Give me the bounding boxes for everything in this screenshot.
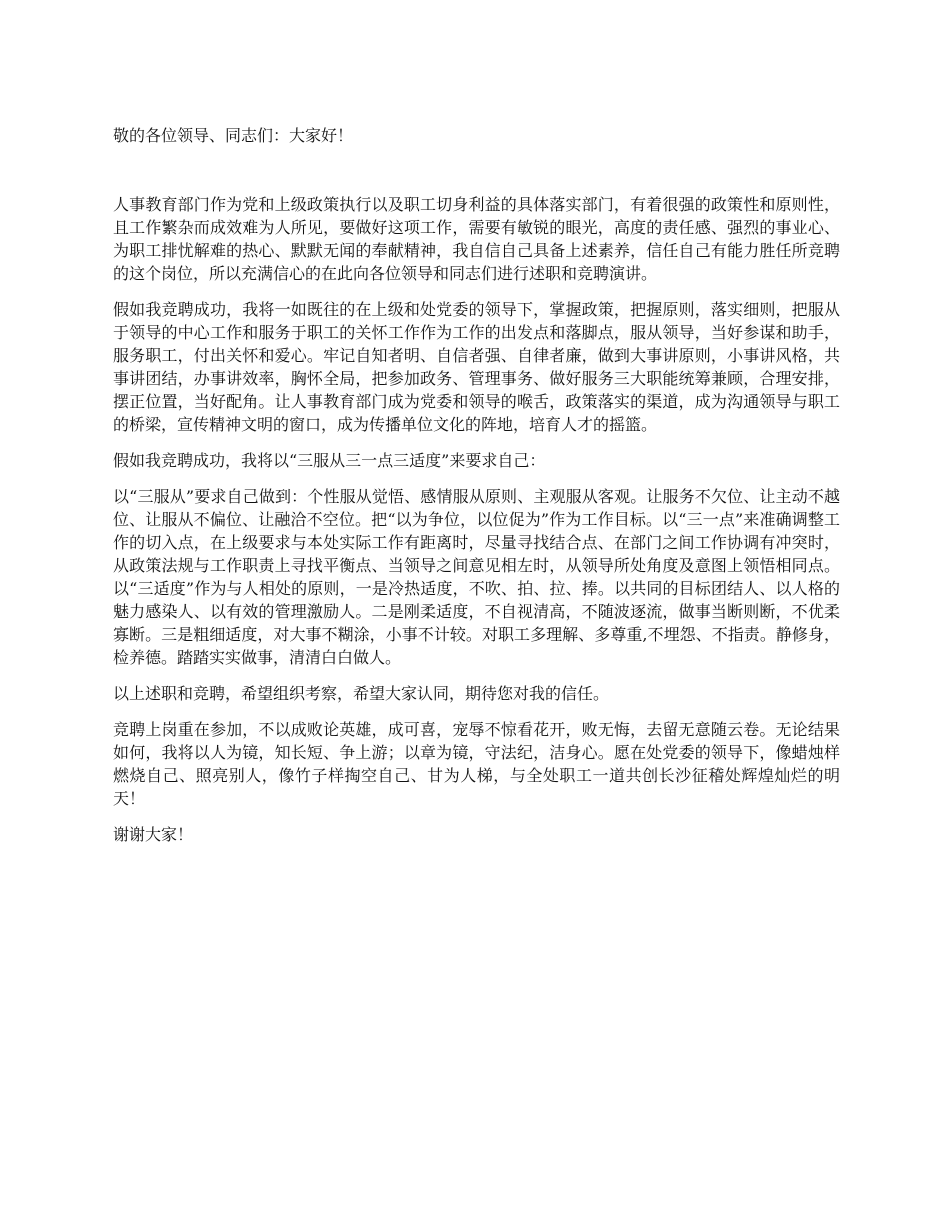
paragraph-principles-detail: 以“三服从”要求自己做到：个性服从觉悟、感情服从原则、主观服从客观。让服务不欠位、让主动不越位、让服从不偏位、让融洽不空位。把“以为争位，以位促为”作为工作目标。以“三一点”来准确调整工作的切入点，在上级要求与本处实际工作有距离时，尽量寻找结合点、在部门之间工作协调有冲突时，从政策法规与工作职责上寻找平衡点、当领导之间意见相左时，从领导所处角度及意图上领悟相同点。以“三适度”作为与人相处的原则，一是冷热适度，不吹、拍、拉、捧。以共同的目标团结人、以人格的魅力感染人、以有效的管理激励人。二是刚柔适度，不自视清高，不随波逐流，做事当断则断，不优柔寡断。三是粗细适度，对大事不糊涂，小事不计较。对职工多理解、多尊重,不埋怨、不指责。静修身，检养德。踏踏实实做事，清清白白做人。 [113, 487, 840, 667]
paragraph-intro: 人事教育部门作为党和上级政策执行以及职工切身利益的具体落实部门，有着很强的政策性和原则性，且工作繁杂而成效难为人所见，要做好这项工作，需要有敏锐的眼光，高度的责任感、强烈的事业心、为职工排忧解难的热心、默默无闻的奉献精神，我自信自己具备上述素养，信任自己有能力胜任所竞聘的这个岗位，所以充满信心的在此向各位领导和同志们进行述职和竞聘演讲。 [113, 195, 840, 283]
paragraph-closing: 竞聘上岗重在参加，不以成败论英雄，成可喜，宠辱不惊看花开，败无悔，去留无意随云卷。无论结果如何，我将以人为镜，知长短、争上游；以章为镜，守法纪，洁身心。愿在处党委的领导下，像蜡烛样燃烧自己、照亮别人，像竹子样掏空自己、甘为人梯，与全处职工一道共创长沙征稽处辉煌灿烂的明天！ [113, 720, 840, 808]
greeting-line: 敬的各位领导、同志们：大家好！ [113, 126, 354, 145]
paragraph-commitment: 假如我竞聘成功，我将一如既往的在上级和处党委的领导下，掌握政策，把握原则，落实细则，把服从于领导的中心工作和服务于职工的关怀工作作为工作的出发点和落脚点，服从领导，当好参谋和助手，服务职工，付出关怀和爱心。牢记自知者明、自信者强、自律者廉，做到大事讲原则，小事讲风格，共事讲团结，办事讲效率，胸怀全局，把参加政务、管理事务、做好服务三大职能统筹兼顾，合理安排，摆正位置，当好配角。让人事教育部门成为党委和领导的喉舌，政策落实的渠道，成为沟通领导与职工的桥梁，宣传精神文明的窗口，成为传播单位文化的阵地，培育人才的摇篮。 [113, 300, 840, 434]
paragraph-principles-heading: 假如我竞聘成功，我将以“三服从三一点三适度”来要求自己： [113, 451, 546, 470]
paragraph-summary: 以上述职和竞聘，希望组织考察，希望大家认同，期待您对我的信任。 [113, 684, 610, 703]
paragraph-thanks: 谢谢大家！ [113, 825, 194, 844]
document-page [113, 124, 840, 859]
